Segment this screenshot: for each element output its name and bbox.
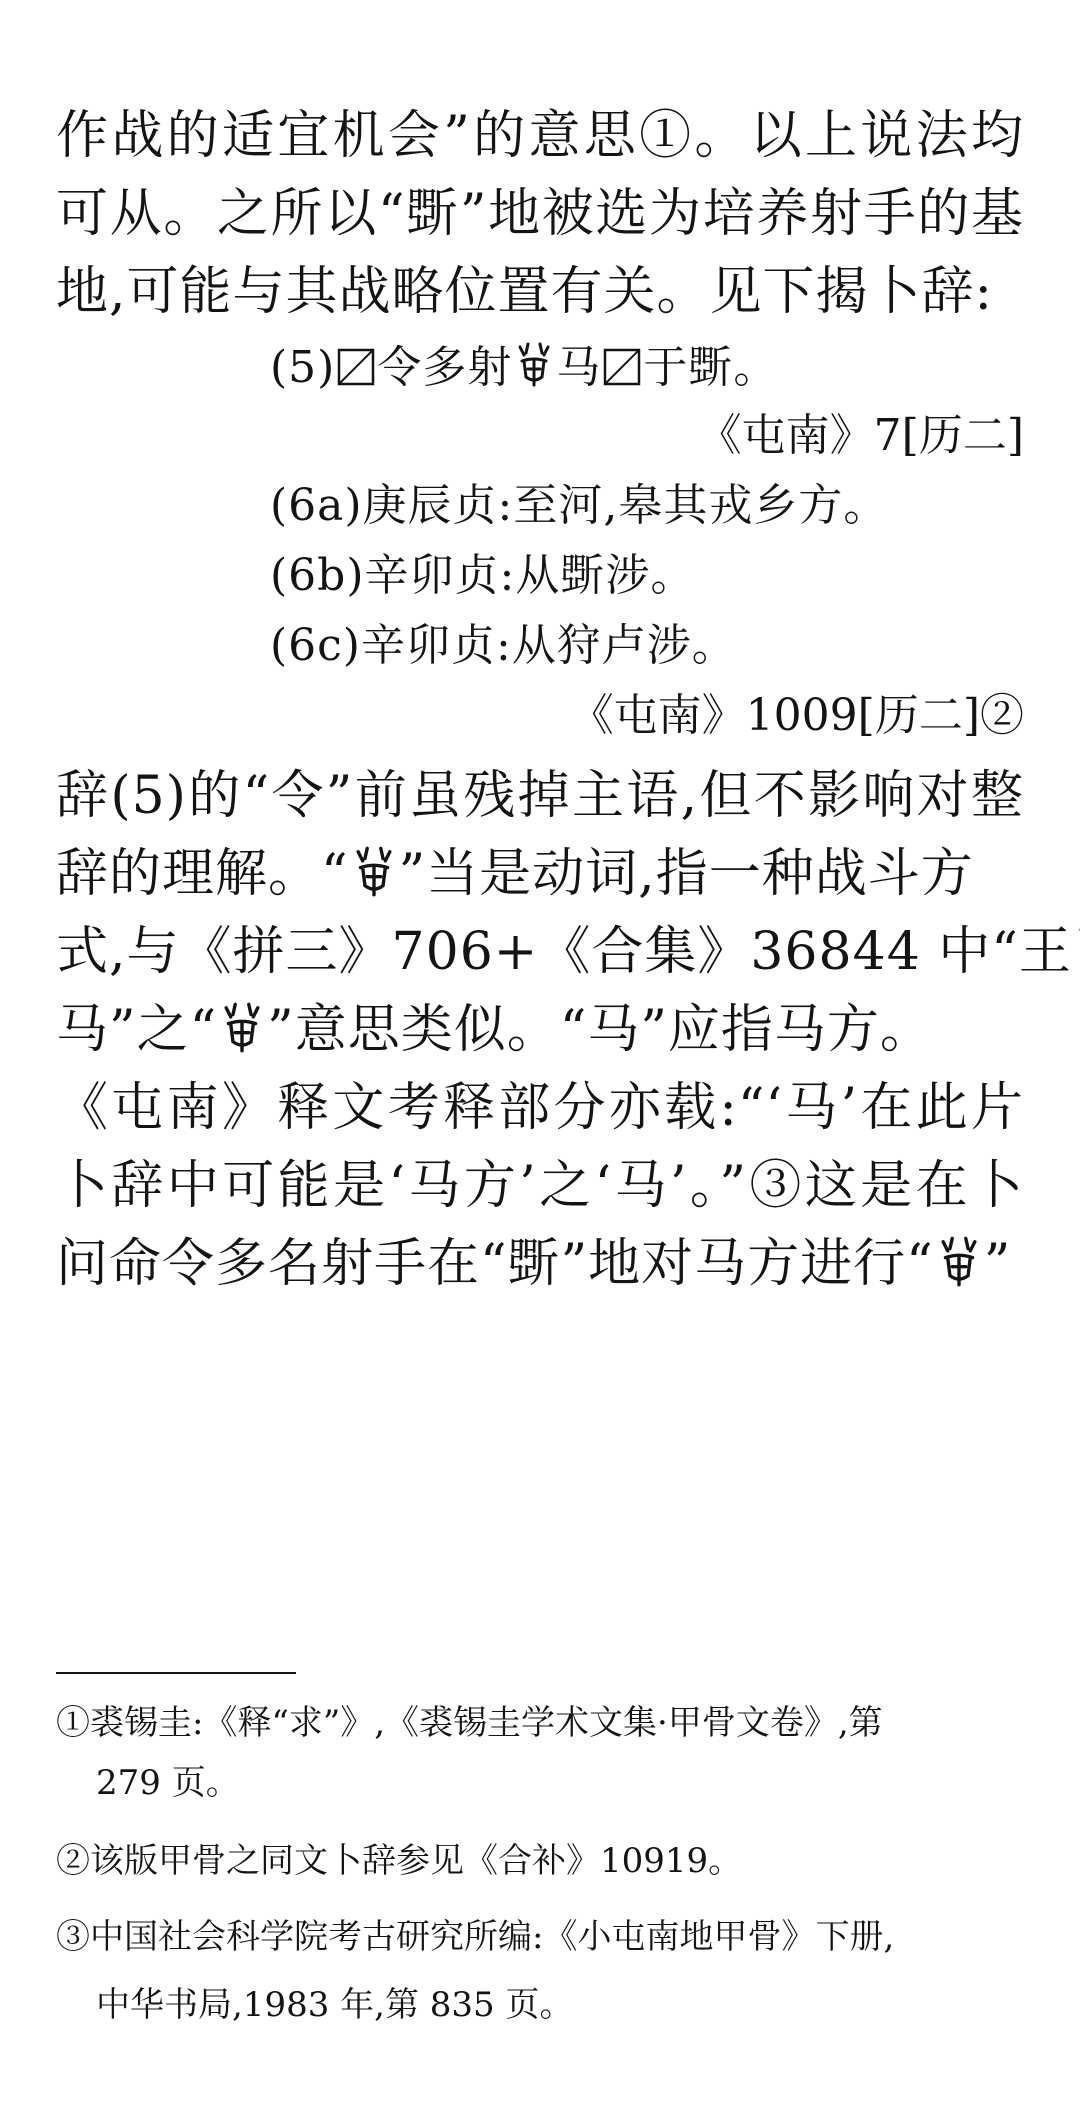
body-line-3: 地,可能与其战略位置有关。见下揭卜辞: (56, 262, 994, 322)
footnote-3-line-2: 中华书局,1983 年,第 835 页。 (96, 1985, 574, 2025)
body-line-9: 卜辞中可能是‘马方’之‘马’。”③这是在卜 (56, 1156, 1024, 1216)
example-5-text-a: 令多射 (377, 342, 513, 393)
body-line-10 (56, 1228, 1024, 1306)
footnote-3-line-1: ③中国社会科学院考古研究所编:《小屯南地甲骨》下册, (56, 1917, 895, 1957)
body-line-6-a: 式,与《拼三》706+《合集》36844 中“王 (56, 922, 1072, 982)
footnote-1-line-2: 279 页。 (96, 1763, 240, 1803)
oracle-glyph-icon (1074, 922, 1080, 994)
footnote-1-line-1: ①裘锡圭:《释“求”》,《裘锡圭学术文集·甲骨文卷》,第 (56, 1703, 883, 1743)
body-line-2: 可从。之所以“斲”地被选为培养射手的基 (56, 184, 1024, 244)
example-5-text-c: 于斲。 (643, 342, 779, 393)
lost-character-icon (603, 342, 641, 402)
lost-character-icon (337, 342, 375, 402)
example-5 (270, 338, 778, 403)
body-line-4: 辞(5)的“令”前虽残掉主语,但不影响对整 (56, 766, 1024, 826)
example-6c: (6c)辛卯贞:从狩卢涉。 (270, 620, 737, 671)
body-line-10-b: ” (983, 1234, 1012, 1294)
example-5-text-b: 马 (556, 342, 602, 393)
body-line-5-b: ”当是动词,指一种战斗方 (398, 844, 974, 904)
body-line-5-a: 辞的理解。“ (56, 844, 349, 904)
oracle-glyph-icon (351, 844, 397, 916)
example-5-number: (5) (270, 342, 336, 393)
example-6a: (6a)庚辰贞:至河,皋其戎乡方。 (270, 480, 889, 531)
body-line-7 (56, 994, 1024, 1072)
example-6-source: 《屯南》1009[历二]② (569, 690, 1024, 741)
body-line-7-b: ”意思类似。“马”应指马方。 (267, 1000, 933, 1060)
example-6b: (6b)辛卯贞:从斲涉。 (270, 550, 696, 601)
example-5-source: 《屯南》7[历二] (697, 410, 1024, 461)
body-line-5 (56, 838, 1024, 916)
footnote-divider (56, 1672, 296, 1674)
body-line-10-a: 问命令多名射手在“斲”地对马方进行“ (56, 1234, 934, 1294)
body-line-7-a: 马”之“ (56, 1000, 218, 1060)
oracle-glyph-icon (514, 341, 554, 403)
footnote-2: ②该版甲骨之同文卜辞参见《合补》10919。 (56, 1841, 743, 1881)
body-line-1: 作战的适宜机会”的意思①。以上说法均 (56, 106, 1024, 166)
oracle-glyph-icon (936, 1234, 982, 1306)
body-line-8: 《屯南》释文考释部分亦载:“‘马’在此片 (56, 1078, 1024, 1138)
oracle-glyph-icon (219, 1000, 265, 1072)
body-line-6 (56, 916, 1072, 994)
